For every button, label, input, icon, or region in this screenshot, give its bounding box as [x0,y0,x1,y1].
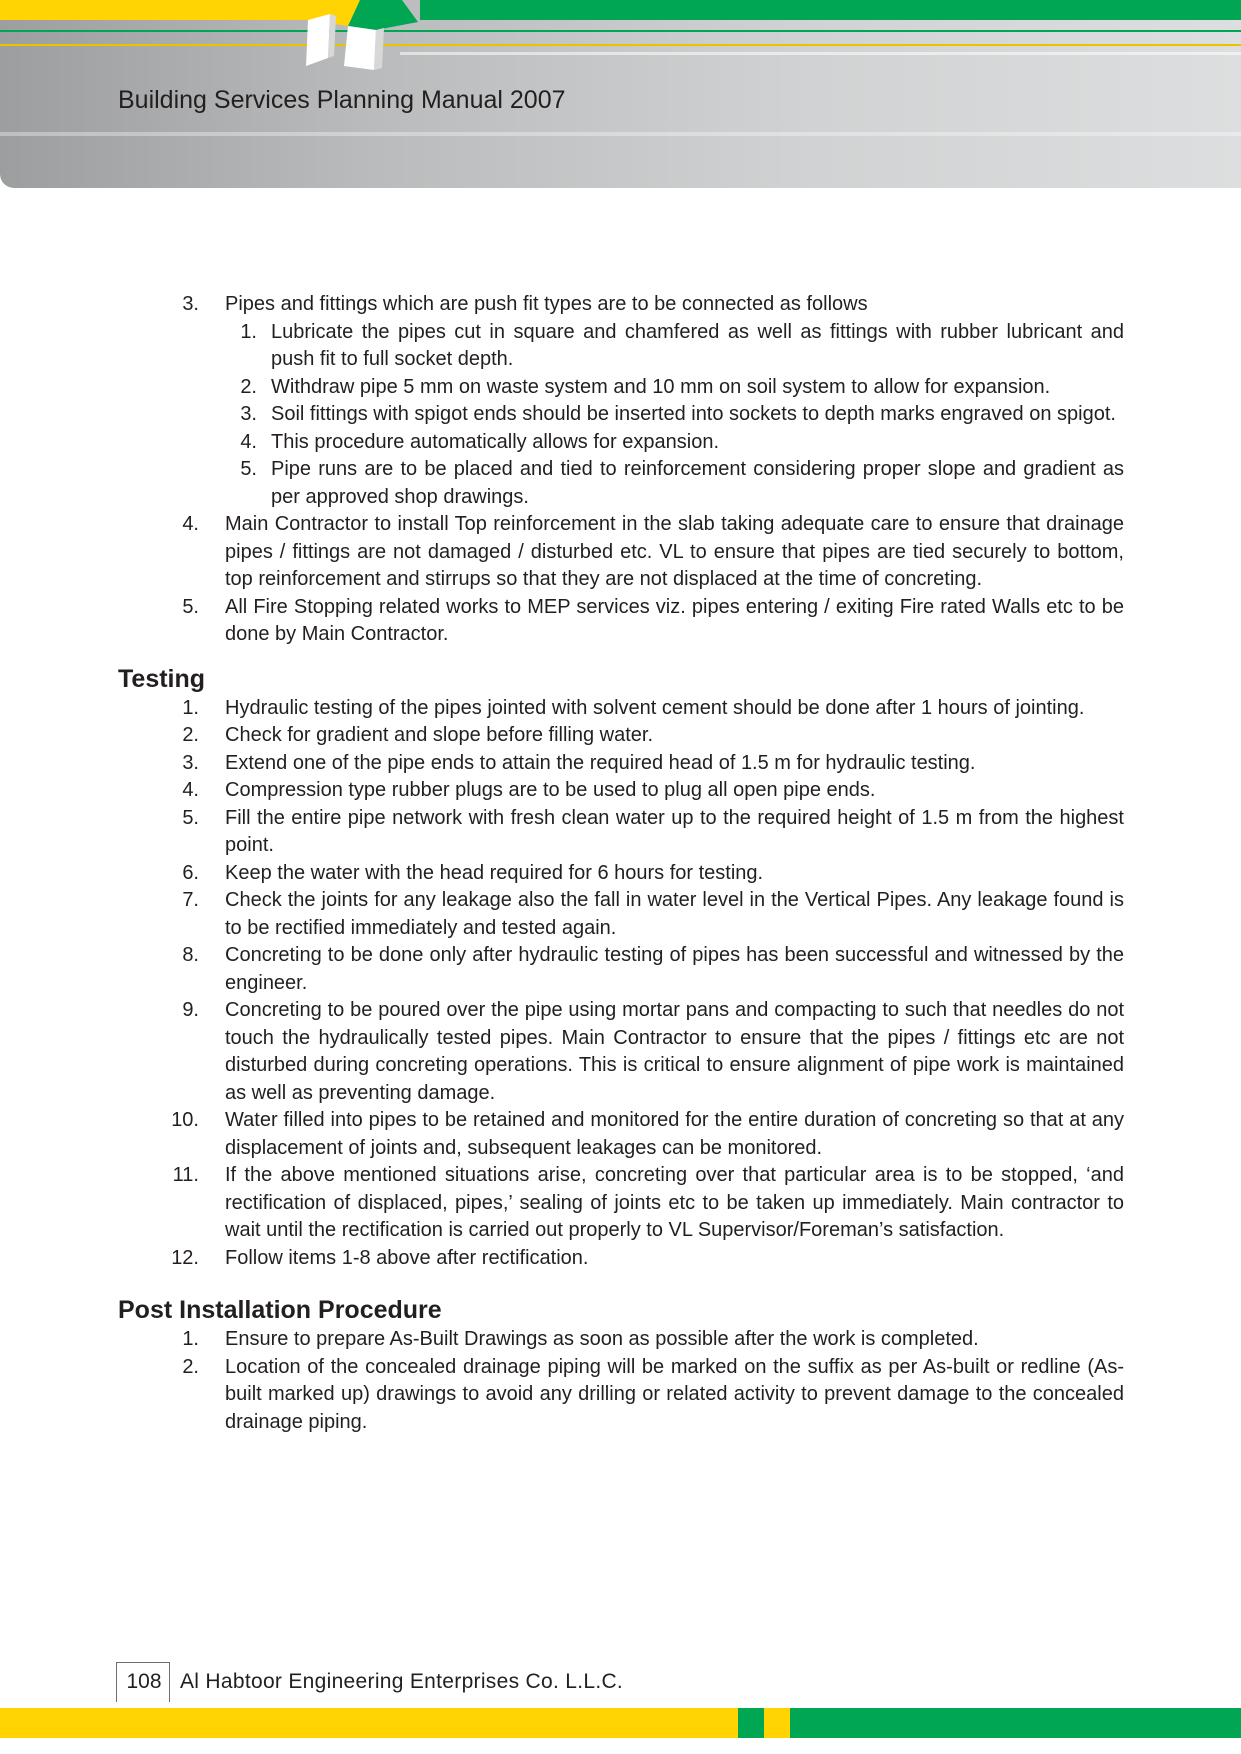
sub-item-number: 4. [240,430,257,453]
header-green-line [0,30,1241,32]
list-item-text: Concreting to be poured over the pipe using mortar pans and compacting to such that needles do not touch the hydraulically tested pipes. Main Contractor to ensure that the pipes / fittings etc are not disturbed during concreting operations. This is critical to ensure alignment of pipe work is maintained as well as preventing damage. [225,999,1124,1104]
intro-list [118,291,1124,649]
list-item [182,777,1124,805]
list-item-text: Fill the entire pipe network with fresh clean water up to the required height of 1.5 m from the highest point. [225,806,1124,856]
list-item-number: 4. [182,779,199,801]
list-item-number: 10. [171,1109,199,1131]
list-item [182,1326,1124,1354]
list-item-text: Hydraulic testing of the pipes jointed with solvent cement should be done after 1 hours of jointing. [225,696,1085,719]
list-item-text: Concreting to be done only after hydraulic testing of pipes has been successful and witnessed by the engineer. [225,944,1124,994]
list-item-text: Pipes and fittings which are push fit types are to be connected as follows [225,293,868,315]
list-item-number: 2. [182,724,199,746]
sub-item-number: 2. [240,375,257,398]
list-item-text: Main Contractor to install Top reinforcement in the slab taking adequate care to ensure that drainage pipes / fittings are not damaged / disturbed etc. VL to ensure that pipes are tied securely to bottom, top reinforcement and stirrups so that they are not displaced at the time of concreting. [225,513,1124,590]
list-item [182,997,1124,1107]
list-item-text: Extend one of the pipe ends to attain the required head of 1.5 m for hydraulic testing. [225,751,976,774]
list-item-text: All Fire Stopping related works to MEP services viz. pipes entering / exiting Fire rated Walls etc to be done by Main Contractor. [225,595,1124,645]
header-yellow-line [0,44,1241,46]
footer-yellow-stripe [0,1708,738,1738]
page-number: 108 [126,1670,162,1693]
list-item [182,750,1124,778]
list-item [182,291,1124,511]
sub-item-text: This procedure automatically allows for expansion. [271,430,719,453]
list-item-text: Keep the water with the head required for 6 hours for testing. [225,861,764,884]
list-item-number: 11. [172,1164,199,1186]
list-item [182,942,1124,997]
list-item [182,860,1124,888]
sub-item-text: Withdraw pipe 5 mm on waste system and 10 mm on soil system to allow for expansion. [271,375,1051,398]
sub-list-item [240,374,1124,402]
list-item-text: Water filled into pipes to be retained and monitored for the entire duration of concreting so that at any displacement of joints and, subsequent leakages can be monitored. [225,1109,1124,1159]
list-item-number: 5. [182,595,199,618]
footer-green-stripe [790,1708,1241,1738]
list-item [182,722,1124,750]
list-item-number: 3. [182,751,199,774]
header-yellow-stripe [0,0,310,20]
list-item-number: 7. [182,889,199,911]
header-highlight-line [400,52,1241,55]
document-title: Building Services Planning Manual 2007 [118,86,566,114]
header-green-stripe [420,0,1241,20]
list-item-number: 12. [171,1246,199,1269]
testing-heading: Testing [118,664,206,693]
footer-green-block [738,1708,764,1738]
list-item [182,695,1124,723]
sub-item-number: 5. [240,458,257,480]
post-installation-list [118,1326,1124,1436]
post-installation-heading: Post Installation Procedure [118,1296,442,1324]
sub-list [225,319,1124,512]
list-item [172,1162,1124,1245]
sub-list-item [240,456,1124,511]
sub-list-item [240,319,1124,374]
list-item-text: Follow items 1-8 above after rectification. [225,1246,589,1269]
company-logo-icon [290,0,430,80]
sub-list-item [240,401,1124,429]
list-item-number: 8. [182,944,199,966]
testing-list [118,695,1124,1273]
page-header [0,0,1241,188]
footer-yellow-block [764,1708,790,1738]
list-item-text: Check the joints for any leakage also the fall in water level in the Vertical Pipes. Any leakage found is to be rectified immediately and tested again. [225,889,1124,939]
list-item-number: 1. [182,696,199,719]
sub-item-number: 1. [240,320,257,343]
list-item [182,594,1124,649]
list-item-text: Location of the concealed drainage piping will be marked on the suffix as per As-built or redline (As-built marked up) drawings to avoid any drilling or related activity to prevent damage to the concealed drainage piping. [225,1355,1124,1433]
sub-item-text: Pipe runs are to be placed and tied to reinforcement considering proper slope and gradient as per approved shop drawings. [271,458,1124,508]
list-item [182,1354,1124,1437]
list-item-number: 6. [182,861,199,884]
list-item [171,1245,1124,1273]
list-item-text: Check for gradient and slope before filling water. [225,724,654,746]
list-item-number: 1. [182,1328,199,1350]
list-item-number: 2. [182,1355,199,1378]
list-item-text: If the above mentioned situations arise, concreting over that particular area is to be stopped, ‘and rectification of displaced, pipes,’ sealing of joints etc to be taken up immediately. Main contractor to wait until the rectification is carried out properly to VL Supervisor/Foreman’s satisfaction. [225,1164,1124,1241]
list-item-number: 4. [182,513,199,535]
list-item [182,511,1124,594]
sub-item-number: 3. [240,403,257,425]
list-item-number: 9. [182,999,199,1021]
list-item-number: 5. [182,806,199,829]
list-item-text: Compression type rubber plugs are to be used to plug all open pipe ends. [225,779,876,801]
list-item [182,805,1124,860]
company-name: Al Habtoor Engineering Enterprises Co. L.L.C. [180,1670,624,1693]
sub-list-item [240,429,1124,457]
list-item-text: Ensure to prepare As-Built Drawings as soon as possible after the work is completed. [225,1328,979,1350]
list-item [171,1107,1124,1162]
list-item [182,887,1124,942]
page-content [118,291,1124,1436]
list-item-number: 3. [182,293,199,315]
sub-item-text: Lubricate the pipes cut in square and chamfered as well as fittings with rubber lubricant and push fit to full socket depth. [271,320,1124,370]
sub-item-text: Soil fittings with spigot ends should be inserted into sockets to depth marks engraved on spigot. [271,403,1116,425]
header-highlight-line-lower [0,132,1241,136]
